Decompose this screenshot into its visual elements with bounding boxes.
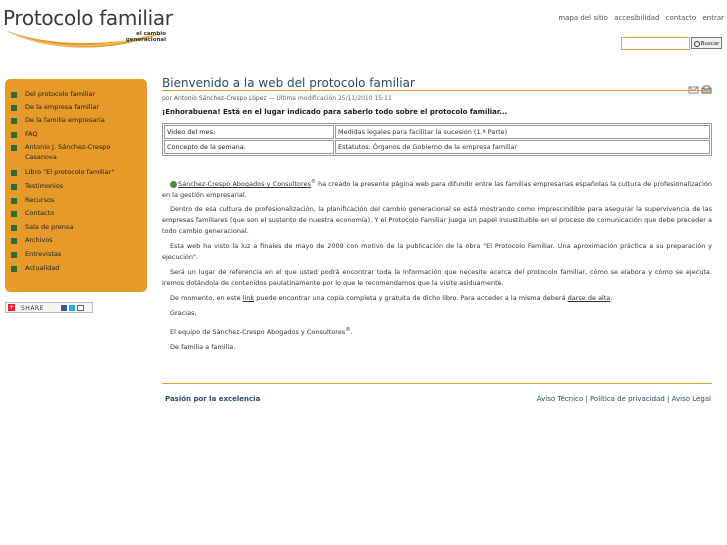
- search-icon: [694, 41, 700, 47]
- footer-link-privacidad[interactable]: Política de privacidad: [589, 395, 665, 403]
- bullet-icon: [11, 266, 17, 272]
- globe-icon: [170, 181, 177, 188]
- sidebar-item-label: Libro "El protocolo familiar": [25, 168, 115, 176]
- signup-link[interactable]: darse de alta: [567, 294, 611, 302]
- concept-link[interactable]: Órganos de Gobierno de la empresa familiar: [372, 143, 518, 151]
- footer-divider: [162, 383, 712, 384]
- paragraph-5-c: .: [610, 294, 613, 302]
- sidebar-item-prensa[interactable]: [13, 222, 73, 232]
- footer-link-aviso-legal[interactable]: Aviso Legal: [671, 395, 711, 403]
- share-button[interactable]: [5, 302, 93, 313]
- bullet-icon: [11, 238, 17, 244]
- sidebar-item-archivos[interactable]: [13, 235, 53, 245]
- bullet-icon: [11, 105, 17, 111]
- sidebar-item-label: Contacto: [25, 209, 55, 217]
- byline-prefix: por: [162, 95, 172, 102]
- search-button[interactable]: [691, 37, 722, 49]
- sidebar-nav: [5, 79, 147, 292]
- bullet-icon: [11, 198, 17, 204]
- search-button-label: Buscar: [700, 41, 720, 47]
- sidebar-item-testimonios[interactable]: [13, 181, 63, 191]
- footer-link-aviso-tecnico[interactable]: Aviso Técnico: [536, 395, 584, 403]
- bullet-icon: [11, 225, 17, 231]
- twitter-icon: [69, 305, 75, 311]
- sidebar-item-label: De la empresa familiar: [25, 103, 100, 111]
- table-row: [164, 125, 710, 139]
- paragraph-7-text: El equipo de Sánchez-Crespo Abogados y Consultores: [170, 328, 346, 337]
- sidebar-item-label: Archivos: [25, 236, 53, 244]
- sidebar-item-label: Testimonios: [25, 182, 64, 190]
- author-link[interactable]: Antonio Sánchez-Crespo López: [173, 95, 267, 102]
- sidebar-item-libro[interactable]: [13, 167, 114, 177]
- sidebar-item-contacto[interactable]: [13, 208, 54, 218]
- paragraph-3: Esta web ha visto la luz a finales de mayo de 2009 con motivo de la publicación de la obra "El Protocolo Familiar. Una aproximación práctica a su preparación y ejecución".: [162, 242, 712, 261]
- sidebar-item-empresa[interactable]: [13, 102, 99, 112]
- logo-title: Protocolo familiar: [3, 6, 173, 30]
- facebook-icon: [61, 305, 67, 311]
- footer-links: [537, 395, 711, 403]
- table-row: [164, 140, 710, 154]
- sidebar-item-label: De la familia empresaria: [25, 116, 105, 124]
- site-action-login[interactable]: entrar: [702, 14, 724, 22]
- sidebar-item-label: Entrevistas: [25, 250, 62, 258]
- sidebar-item-actualidad[interactable]: [13, 263, 59, 273]
- logo-sub-line-2: generacional: [125, 37, 166, 43]
- row-key: Concepto de la semana:: [164, 140, 334, 154]
- title-divider: [162, 90, 712, 91]
- highlights-table: [162, 123, 712, 156]
- row-prefix: Estatutos:: [338, 143, 373, 151]
- sidebar-item-label: Actualidad: [25, 264, 60, 272]
- footer-separator: |: [583, 395, 590, 403]
- paragraph-5: [162, 293, 712, 304]
- bullet-icon: [11, 132, 17, 138]
- row-key: Video del mes:: [164, 125, 334, 139]
- email-icon: [77, 305, 84, 311]
- byline: [162, 95, 392, 102]
- bullet-icon: [11, 211, 17, 217]
- share-plus-icon: +: [8, 304, 15, 311]
- paragraph-8: De familia a familia.: [170, 343, 236, 351]
- site-action-contact[interactable]: contacto: [665, 14, 697, 22]
- sidebar-item-label: Recursos: [25, 196, 55, 204]
- site-action-accessibility[interactable]: accesibilidad: [614, 14, 660, 22]
- sidebar-item-protocolo[interactable]: [13, 89, 95, 99]
- page-title: Bienvenido a la web del protocolo familiar: [162, 76, 415, 90]
- sidebar-item-label: FAQ: [25, 130, 38, 138]
- row-value: [335, 140, 710, 154]
- logo-subtitle: [126, 31, 166, 43]
- sidebar-item-recursos[interactable]: [13, 195, 54, 205]
- sidebar-item-label: Antonio J. Sánchez-Crespo Casanova: [25, 143, 111, 161]
- bullet-icon: [11, 118, 17, 124]
- site-action-sitemap[interactable]: mapa del sitio: [558, 14, 608, 22]
- paragraph-5-b: puede encontrar una copia completa y gratuita de dicho libro. Para acceder a la misma deberá: [254, 294, 568, 302]
- paragraph-1-text: ha creado la presente página web para difundir entre las familias empresarias españolas la cultura de profesionalización en la gestión empresarial.: [162, 180, 712, 200]
- search-input[interactable]: [621, 37, 690, 50]
- paragraph-1: Sánchez-Crespo Abogados y Consultores® ha creado la presente página web para difundir entre las familias empresarias españolas la cultura de profesionalización en la gestión empresarial.: [162, 179, 712, 200]
- paragraph-7: El equipo de Sánchez-Crespo Abogados y Consultores®.: [170, 327, 353, 337]
- bullet-icon: [11, 252, 17, 258]
- bullet-icon: [11, 184, 17, 190]
- sidebar-item-label: Sala de prensa: [25, 223, 74, 231]
- share-label: SHARE: [21, 305, 44, 312]
- site-actions: [554, 14, 724, 22]
- paragraph-5-a: De momento, en este: [170, 294, 243, 302]
- sidebar-item-familia[interactable]: [13, 115, 105, 125]
- sidebar-item-faq[interactable]: [13, 129, 38, 139]
- logo-sub-line-1: el cambio: [136, 31, 166, 37]
- video-link[interactable]: Medidas legales para facilitar la sucesión (1.ª Parte): [338, 128, 508, 136]
- paragraph-6: Gracias,: [170, 309, 197, 317]
- site-logo[interactable]: [3, 6, 173, 52]
- welcome-heading: ¡Enhorabuena! Está en el lugar indicado para saberlo todo sobre el protocolo familiar...: [162, 108, 508, 116]
- book-link[interactable]: link: [242, 294, 255, 302]
- paragraph-2: Dentro de esa cultura de profesionalización, la planificación del cambio generacional se está mostrando como imprescindible para asegurar la supervivencia de las empresas familiares (que son el sustento de nuestra economía). Y el Protocolo Familiar juega un papel insustituible en el proceso de comunicación que debe preceder a todo cambio generacional.: [162, 205, 712, 235]
- paragraph-4: Será un lugar de referencia en el que usted podrá encontrar toda la información que necesite acerca del protocolo familiar, cómo se elabora y cómo se ejecuta. Iremos dotándola de contenidos paulatinamente por lo que le recomendamos que la visite asiduamente.: [162, 268, 712, 287]
- bullet-icon: [11, 92, 17, 98]
- sidebar-item-label: Del protocolo familiar: [25, 90, 96, 98]
- footer-separator: |: [664, 395, 672, 403]
- footer-slogan: Pasión por la excelencia: [165, 395, 261, 403]
- row-value: [335, 125, 710, 139]
- paragraph-7-end: .: [350, 328, 353, 337]
- bullet-icon: [11, 145, 17, 151]
- sidebar-item-entrevistas[interactable]: [13, 249, 61, 259]
- bullet-icon: [11, 170, 17, 176]
- byline-modified: — Última modificación 25/11/2010 15:11: [268, 95, 392, 102]
- firm-link[interactable]: Sánchez-Crespo Abogados y Consultores: [178, 180, 311, 189]
- sidebar-item-antonio[interactable]: [13, 142, 123, 162]
